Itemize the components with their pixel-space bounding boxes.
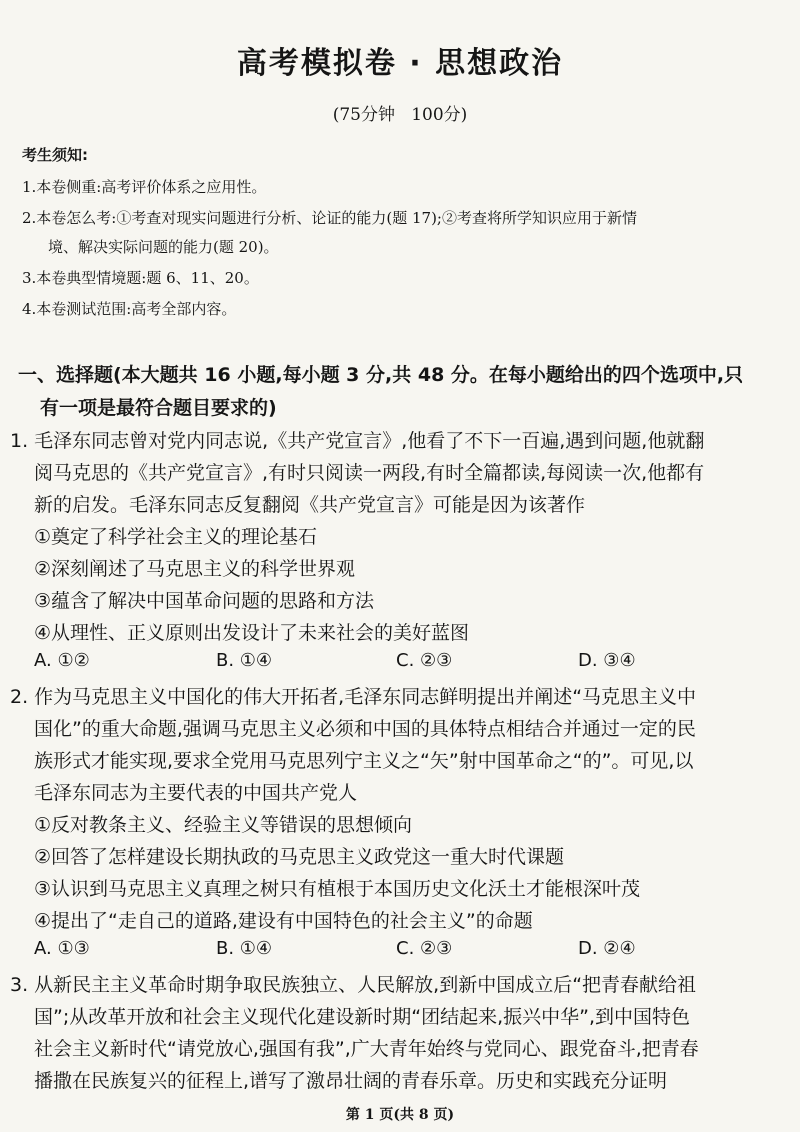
option-d: D. ②④ xyxy=(578,938,636,959)
statement: ④从理性、正义原则出发设计了未来社会的美好蓝图 xyxy=(34,622,470,644)
statement: ②深刻阐述了马克思主义的科学世界观 xyxy=(34,558,356,580)
question-stem: 族形式才能实现,要求全党用马克思列宁主义之“矢”射中国革命之“的”。可见,以 xyxy=(34,750,694,772)
exam-duration-score: (75分钟 100分) xyxy=(332,105,468,125)
question-stem: 阅马克思的《共产党宣言》,有时只阅读一两段,有时全篇都读,每阅读一次,他都有 xyxy=(34,462,705,484)
question-stem: 国化”的重大命题,强调马克思主义必须和中国的具体特点相结合并通过一定的民 xyxy=(34,718,696,740)
option-b: B. ①④ xyxy=(216,938,273,959)
option-b: B. ①④ xyxy=(216,650,273,671)
option-c: C. ②③ xyxy=(396,650,453,671)
notice-line: 1.本卷侧重:高考评价体系之应用性。 xyxy=(22,178,267,196)
section-heading-cont: 有一项是最符合题目要求的) xyxy=(40,397,277,419)
notice-heading: 考生须知: xyxy=(22,146,88,164)
statement: ③蕴含了解决中国革命问题的思路和方法 xyxy=(34,590,375,612)
option-a: A. ①② xyxy=(34,650,90,671)
question-stem: 3. 从新民主主义革命时期争取民族独立、人民解放,到新中国成立后“把青春献给祖 xyxy=(10,974,697,996)
option-d: D. ③④ xyxy=(578,650,636,671)
question-stem: 毛泽东同志为主要代表的中国共产党人 xyxy=(34,782,358,804)
question-stem: 2. 作为马克思主义中国化的伟大开拓者,毛泽东同志鲜明提出并阐述“马克思主义中 xyxy=(10,686,697,708)
statement: ④提出了“走自己的道路,建设有中国特色的社会主义”的命题 xyxy=(34,910,533,932)
notice-line: 3.本卷典型情境题:题 6、11、20。 xyxy=(22,269,259,287)
section-heading: 一、选择题(本大题共 16 小题,每小题 3 分,共 48 分。在每小题给出的四个选项中,只 xyxy=(18,364,744,386)
question-stem: 播撒在民族复兴的征程上,谱写了激昂壮阔的青春乐章。历史和实践充分证明 xyxy=(34,1070,668,1092)
notice-line: 境、解决实际问题的能力(题 20)。 xyxy=(48,238,279,256)
notice-line: 4.本卷测试范围:高考全部内容。 xyxy=(22,300,237,318)
statement: ①反对教条主义、经验主义等错误的思想倾向 xyxy=(34,814,413,836)
statement: ②回答了怎样建设长期执政的马克思主义政党这一重大时代课题 xyxy=(34,846,565,868)
question-stem: 1. 毛泽东同志曾对党内同志说,《共产党宣言》,他看了不下一百遍,遇到问题,他就翻 xyxy=(10,430,705,452)
statement: ③认识到马克思主义真理之树只有植根于本国历史文化沃土才能根深叶茂 xyxy=(34,878,641,900)
page-number: 第 1 页(共 8 页) xyxy=(345,1107,455,1123)
option-c: C. ②③ xyxy=(396,938,453,959)
statement: ①奠定了科学社会主义的理论基石 xyxy=(34,526,318,548)
option-a: A. ①③ xyxy=(34,938,90,959)
notice-line: 2.本卷怎么考:①考查对现实问题进行分析、论证的能力(题 17);②考查将所学知识应用于新情 xyxy=(22,209,637,227)
question-stem: 国”;从改革开放和社会主义现代化建设新时期“团结起来,振兴中华”,到中国特色 xyxy=(34,1006,691,1028)
exam-title: 高考模拟卷 · 思想政治 xyxy=(236,46,564,81)
question-stem: 新的启发。毛泽东同志反复翻阅《共产党宣言》可能是因为该著作 xyxy=(34,494,586,516)
question-stem: 社会主义新时代“请党放心,强国有我”,广大青年始终与党同心、跟党奋斗,把青春 xyxy=(34,1038,699,1060)
